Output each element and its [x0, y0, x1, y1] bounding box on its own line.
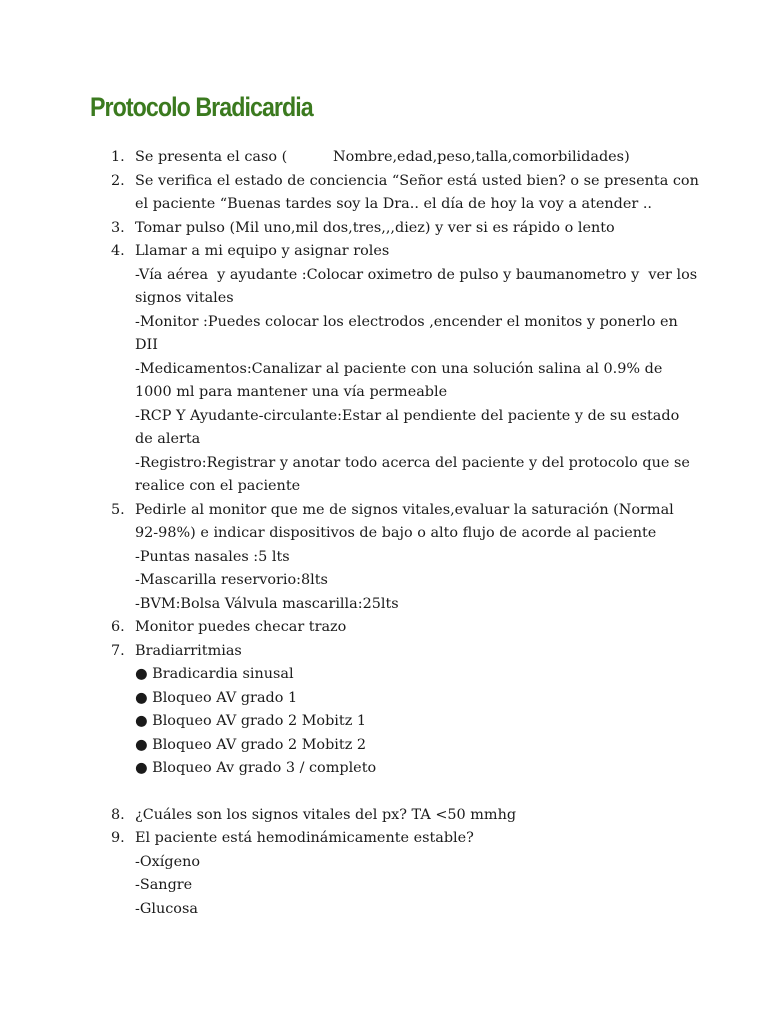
role-line: -Medicamentos:Canalizar al paciente con una solución salina al 0.9% de [135, 360, 663, 377]
item-number: 6. [111, 619, 125, 635]
item-text: Tomar pulso (Mil uno,mil dos,tres,,,diez) y ver si es rápido o lento [135, 219, 615, 236]
item-number: 7. [111, 642, 125, 659]
role-line: -Vía aérea y ayudante :Colocar oximetro de pulso y baumanometro y ver los [135, 266, 698, 283]
item-text: el paciente “Buenas tardes soy la Dra.. el día de hoy la voy a atender .. [135, 196, 652, 212]
list-item [0, 146, 683, 170]
item-number: 1. [111, 149, 125, 165]
sub-item: -Glucosa [135, 900, 198, 917]
bullet-item: ● Bloqueo AV grado 2 Mobitz 2 [135, 736, 367, 753]
item-text: Se presenta el caso ( Nombre,edad,peso,talla,comorbilidades) [135, 149, 630, 165]
role-line: signos vitales [135, 290, 234, 306]
role-line: 1000 ml para mantener una vía permeable [135, 384, 448, 400]
list-item [0, 170, 699, 217]
page-title: Protocolo Bradicardia [90, 92, 313, 122]
sub-item: -Oxígeno [135, 853, 201, 870]
list-item [0, 804, 683, 828]
list-item [0, 640, 683, 781]
item-text: 92-98%) e indicar dispositivos de bajo o alto flujo de acorde al paciente [135, 525, 657, 541]
item-number: 2. [111, 172, 125, 189]
role-line: DII [135, 337, 158, 353]
bullet-item: ● Bloqueo Av grado 3 / completo [135, 760, 377, 776]
role-line: realice con el paciente [135, 478, 301, 494]
sub-item: -Sangre [135, 877, 193, 893]
oxygen-device-line: -BVM:Bolsa Válvula mascarilla:25lts [135, 595, 399, 612]
item-text: Monitor puedes checar trazo [135, 619, 347, 635]
role-line: -Monitor :Puedes colocar los electrodos ,encender el monitos y ponerlo en [135, 313, 678, 330]
bullet-item: ● Bloqueo AV grado 2 Mobitz 1 [135, 713, 367, 729]
item-number: 8. [111, 806, 125, 823]
list-item [0, 827, 683, 921]
role-line: -Registro:Registrar y anotar todo acerca del paciente y del protocolo que se [135, 454, 690, 471]
oxygen-device-line: -Puntas nasales :5 lts [135, 548, 290, 565]
item-text: Pedirle al monitor que me de signos vitales,evaluar la saturación (Normal [135, 501, 674, 518]
item-number: 3. [111, 219, 125, 236]
list-item [0, 217, 683, 241]
bullet-item: ● Bloqueo AV grado 1 [135, 689, 298, 706]
item-text: Se verifica el estado de conciencia “Señor está usted bien? o se presenta con [135, 172, 699, 189]
item-text: Llamar a mi equipo y asignar roles [135, 243, 390, 259]
item-number: 5. [111, 501, 125, 518]
item-number: 9. [111, 830, 125, 846]
role-line: -RCP Y Ayudante-circulante:Estar al pendiente del paciente y de su estado [135, 407, 680, 424]
list-item [0, 616, 683, 640]
list-item [0, 499, 683, 617]
item-text: Bradiarritmias [135, 642, 242, 659]
bullet-item: ● Bradicardia sinusal [135, 666, 294, 682]
protocol-list [0, 146, 768, 921]
item-number: 4. [111, 243, 125, 259]
role-line: de alerta [135, 431, 201, 447]
oxygen-device-line: -Mascarilla reservorio:8lts [135, 572, 328, 588]
list-item [0, 240, 698, 499]
item-text: El paciente está hemodinámicamente estable? [135, 830, 474, 846]
item-text: ¿Cuáles son los signos vitales del px? TA <50 mmhg [135, 806, 517, 823]
